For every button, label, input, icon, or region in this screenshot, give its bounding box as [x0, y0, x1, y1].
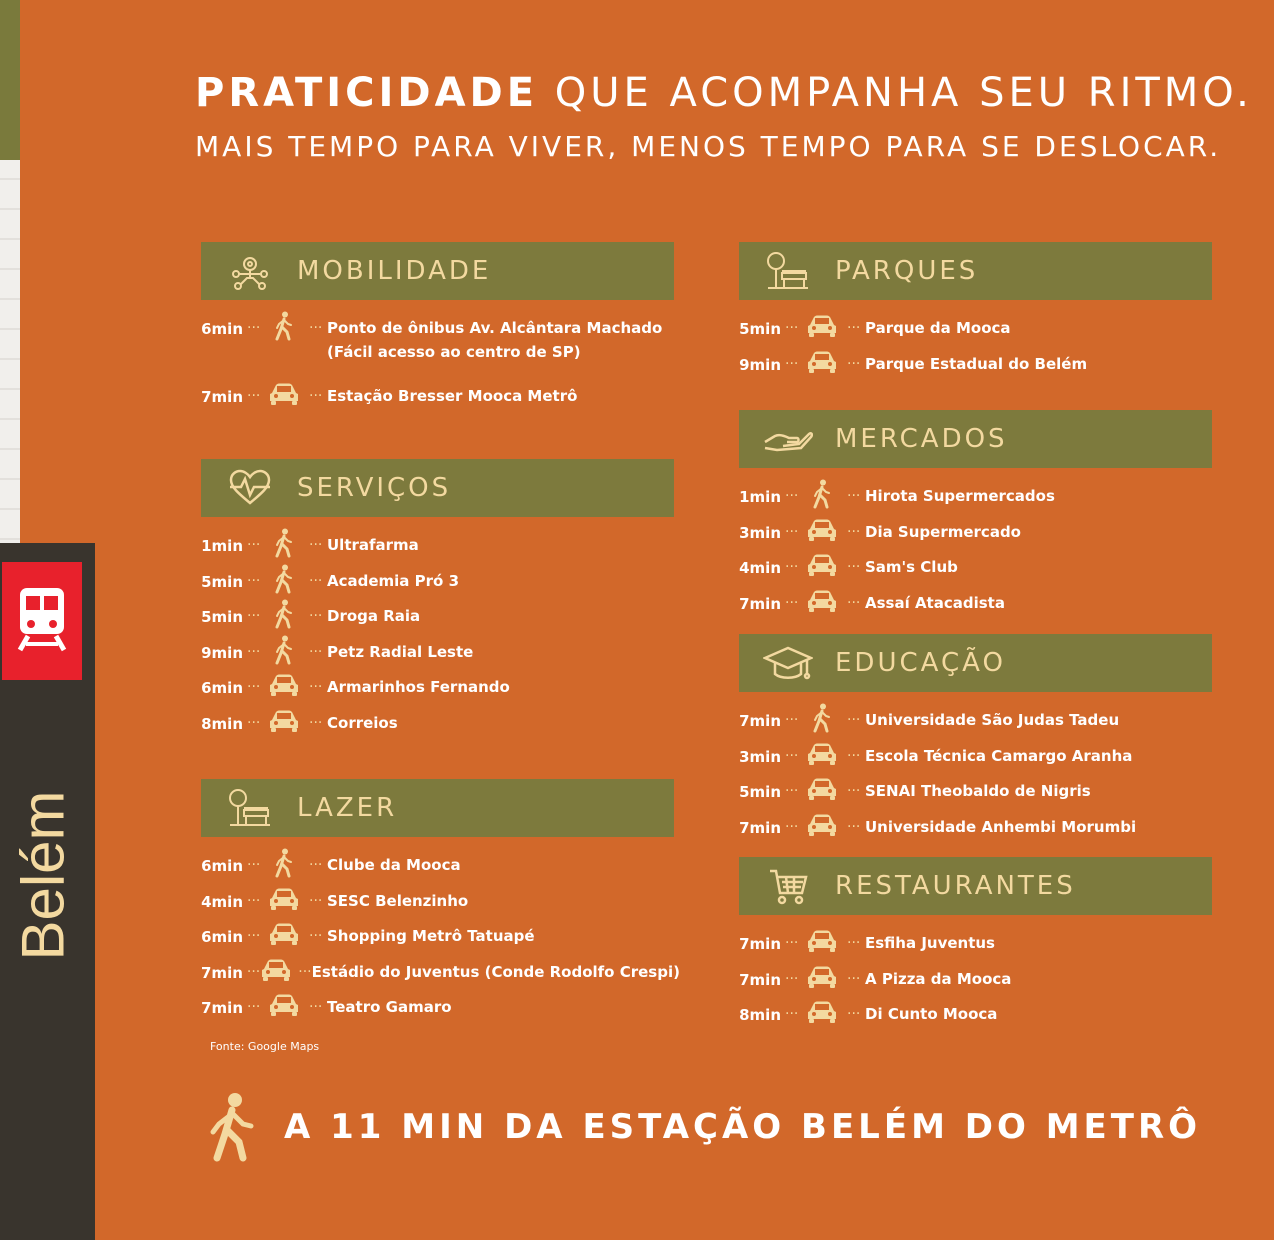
- section-title: MOBILIDADE: [297, 256, 492, 286]
- dotted-leader: ···: [247, 537, 261, 553]
- car-icon: [265, 669, 303, 701]
- dotted-leader: ···: [785, 747, 799, 764]
- car-icon: [803, 925, 841, 957]
- travel-time: 5min: [201, 572, 243, 591]
- dotted-leader: ···: [247, 679, 261, 695]
- dotted-leader: ···: [847, 818, 861, 835]
- place-name: [312, 950, 680, 984]
- place-name-line: Armarinhos Fernando: [327, 678, 510, 696]
- place-name-line: Ponto de ônibus Av. Alcântara Machado: [327, 319, 663, 337]
- travel-time: 7min: [201, 388, 243, 406]
- section-header: [201, 459, 674, 517]
- section-title: MERCADOS: [835, 424, 1008, 454]
- dotted-leader: ···: [785, 712, 799, 728]
- dotted-leader: ···: [847, 594, 861, 611]
- place-name-line: Assaí Atacadista: [865, 593, 1005, 612]
- dotted-leader: ···: [247, 999, 261, 1015]
- travel-time: 5min: [739, 783, 781, 801]
- dotted-leader: ···: [309, 320, 323, 336]
- place-name-line: Droga Raia: [327, 607, 421, 625]
- place-name: [327, 701, 398, 735]
- section-list: [739, 310, 1212, 381]
- travel-time: 6min: [201, 320, 243, 338]
- source-note: Fonte: Google Maps: [210, 1040, 320, 1053]
- walking-person-icon: [205, 1092, 260, 1162]
- car-icon: [265, 989, 303, 1021]
- dotted-leader: ···: [847, 747, 861, 764]
- list-item: [201, 634, 674, 670]
- section-list: [739, 478, 1212, 620]
- walking-person-icon: [265, 310, 303, 342]
- walking-person-icon: [265, 598, 303, 630]
- list-item: [739, 996, 1212, 1032]
- walking-person-icon: [265, 527, 303, 559]
- dotted-leader: ···: [847, 970, 861, 987]
- place-name: [865, 306, 1011, 340]
- dotted-leader: ···: [309, 679, 323, 695]
- list-item: [201, 918, 674, 954]
- place-name-line: Dia Supermercado: [865, 522, 1021, 541]
- dotted-leader: ···: [785, 818, 799, 835]
- section-title: EDUCAÇÃO: [835, 648, 1006, 678]
- place-name: [327, 374, 577, 408]
- place-name: [865, 921, 995, 955]
- car-icon: [803, 809, 841, 841]
- car-icon: [803, 961, 841, 993]
- list-item: [201, 847, 674, 883]
- section-list: [201, 527, 674, 740]
- travel-time: 6min: [201, 928, 243, 946]
- car-icon: [265, 378, 303, 410]
- place-name: [327, 914, 535, 948]
- place-name-line: Parque Estadual do Belém: [865, 354, 1088, 373]
- section-parques: [739, 242, 1212, 381]
- dotted-leader: ···: [247, 857, 261, 873]
- travel-time: 3min: [739, 523, 781, 542]
- dotted-leader: ···: [247, 892, 261, 909]
- place-name: [865, 769, 1091, 803]
- place-name-line: Estação Bresser Mooca Metrô: [327, 387, 578, 405]
- dotted-leader: ···: [785, 783, 799, 799]
- dotted-leader: ···: [309, 892, 323, 909]
- list-item: [739, 346, 1212, 382]
- dotted-leader: ···: [785, 320, 799, 336]
- section-lazer: [201, 779, 680, 1025]
- place-name-line: Petz Radial Leste: [327, 642, 474, 661]
- section-list: [201, 847, 680, 1025]
- dotted-leader: ···: [309, 714, 323, 731]
- section-header: [739, 634, 1212, 692]
- walking-person-icon: [803, 702, 841, 734]
- place-name: [327, 559, 459, 593]
- car-icon: [803, 738, 841, 770]
- dotted-leader: ···: [309, 643, 323, 660]
- page-subtitle: MAIS TEMPO PARA VIVER, MENOS TEMPO PARA SE DESLOCAR.: [195, 130, 1222, 163]
- section-title: SERVIÇOS: [297, 473, 452, 503]
- walking-person-icon: [265, 563, 303, 595]
- dotted-leader: ···: [785, 970, 799, 987]
- section-title: LAZER: [297, 793, 398, 823]
- dotted-leader: ···: [847, 320, 861, 336]
- place-name: [865, 342, 1087, 376]
- travel-time: 7min: [739, 594, 781, 613]
- dotted-leader: ···: [847, 523, 861, 540]
- dotted-leader: ···: [785, 594, 799, 611]
- place-name: [865, 992, 997, 1026]
- section-header: [739, 242, 1212, 300]
- list-item: [201, 705, 674, 741]
- place-name: [865, 698, 1119, 732]
- dotted-leader: ···: [785, 559, 799, 575]
- travel-time: 3min: [739, 747, 781, 766]
- section-mercados: [739, 410, 1212, 620]
- travel-time: 4min: [201, 892, 243, 911]
- park-bench-icon: [763, 251, 813, 291]
- place-name: [865, 581, 1005, 615]
- travel-time: 7min: [739, 935, 781, 953]
- car-icon: [260, 954, 292, 986]
- place-name: [327, 843, 461, 877]
- list-item: [201, 310, 674, 378]
- car-icon: [803, 514, 841, 546]
- list-item: [201, 989, 674, 1025]
- dotted-leader: ···: [847, 559, 861, 575]
- car-icon: [803, 773, 841, 805]
- section-list: [201, 310, 674, 414]
- list-item: [739, 585, 1212, 621]
- train-icon: [16, 584, 68, 658]
- dotted-leader: ···: [847, 712, 861, 728]
- dotted-leader: ···: [785, 523, 799, 540]
- place-name: [865, 474, 1055, 508]
- place-name: [327, 594, 420, 628]
- dotted-leader: ···: [309, 999, 323, 1015]
- list-item: [201, 563, 674, 599]
- section-educacao: [739, 634, 1212, 844]
- place-name-line: Hirota Supermercados: [865, 487, 1055, 505]
- brick-wall-strip: [0, 0, 20, 545]
- travel-time: 5min: [739, 320, 781, 338]
- car-icon: [265, 705, 303, 737]
- dotted-leader: ···: [247, 643, 261, 660]
- travel-time: 4min: [739, 559, 781, 577]
- place-name-line: SENAI Theobaldo de Nigris: [865, 782, 1091, 800]
- list-item: [201, 527, 674, 563]
- section-restaurantes: [739, 857, 1212, 1032]
- graduation-cap-icon: [763, 643, 813, 683]
- travel-time: 7min: [201, 999, 243, 1017]
- place-name-line: Estádio do Juventus (Conde Rodolfo Crespi): [311, 962, 680, 981]
- list-item: [739, 310, 1212, 346]
- section-servicos: [201, 459, 674, 740]
- travel-time: 1min: [201, 537, 243, 555]
- place-name: [327, 630, 473, 664]
- list-item: [739, 738, 1212, 774]
- car-icon: [803, 585, 841, 617]
- section-header: [739, 410, 1212, 468]
- car-icon: [265, 883, 303, 915]
- car-icon: [803, 346, 841, 378]
- car-icon: [803, 996, 841, 1028]
- footer-banner: [205, 1092, 1201, 1162]
- travel-time: 8min: [201, 714, 243, 733]
- dotted-leader: ···: [309, 537, 323, 553]
- section-list: [739, 702, 1212, 844]
- travel-time: 6min: [201, 857, 243, 875]
- place-name-line: Clube da Mooca: [327, 856, 461, 874]
- dotted-leader: ···: [247, 572, 261, 589]
- place-note: (Fácil acesso ao centro de SP): [327, 343, 581, 361]
- heart-pulse-icon: [225, 468, 275, 508]
- place-name-line: Correios: [327, 713, 398, 732]
- travel-time: 7min: [739, 970, 781, 989]
- place-name-line: A Pizza da Mooca: [865, 969, 1012, 988]
- place-name: [327, 665, 510, 699]
- place-name: [865, 957, 1011, 991]
- travel-time: 9min: [201, 643, 243, 662]
- travel-time: 9min: [739, 355, 781, 374]
- place-name: [865, 545, 958, 579]
- dotted-leader: ···: [247, 388, 261, 404]
- section-list: [739, 925, 1212, 1032]
- place-name-line: Escola Técnica Camargo Aranha: [865, 746, 1133, 765]
- travel-time: 8min: [739, 1006, 781, 1024]
- list-item: [201, 954, 680, 990]
- section-header: [739, 857, 1212, 915]
- dotted-leader: ···: [847, 488, 861, 504]
- travel-time: 7min: [739, 712, 781, 730]
- place-name-line: Universidade São Judas Tadeu: [865, 711, 1120, 729]
- list-item: [201, 883, 674, 919]
- footer-text: A 11 MIN DA ESTAÇÃO BELÉM DO METRÔ: [284, 1107, 1202, 1147]
- dotted-leader: ···: [785, 935, 799, 951]
- place-name-line: SESC Belenzinho: [327, 891, 469, 910]
- walking-person-icon: [265, 634, 303, 666]
- travel-time: 5min: [201, 608, 243, 626]
- walking-person-icon: [803, 478, 841, 510]
- travel-time: 1min: [739, 488, 781, 506]
- list-item: [739, 961, 1212, 997]
- page-title: PRATICIDADE QUE ACOMPANHA SEU RITMO.: [195, 70, 1253, 116]
- place-name: [865, 510, 1021, 544]
- list-item: [739, 925, 1212, 961]
- park-bench-icon: [225, 788, 275, 828]
- place-name-line: Academia Pró 3: [327, 571, 460, 590]
- dotted-leader: ···: [847, 355, 861, 372]
- place-name-line: Shopping Metrô Tatuapé: [327, 927, 535, 945]
- place-name-line: Teatro Gamaro: [327, 998, 452, 1016]
- shopping-cart-icon: [763, 866, 813, 906]
- list-item: [739, 702, 1212, 738]
- section-header: [201, 779, 674, 837]
- dotted-leader: ···: [847, 783, 861, 799]
- dotted-leader: ···: [785, 488, 799, 504]
- travel-time: 7min: [739, 818, 781, 837]
- dotted-leader: ···: [847, 1006, 861, 1022]
- dotted-leader: ···: [247, 714, 261, 731]
- section-title: PARQUES: [835, 256, 979, 286]
- section-title: RESTAURANTES: [835, 871, 1076, 901]
- dotted-leader: ···: [309, 928, 323, 944]
- list-item: [201, 378, 674, 414]
- metro-badge: [2, 562, 82, 680]
- place-name-line: Universidade Anhembi Morumbi: [865, 817, 1137, 836]
- dotted-leader: ···: [785, 355, 799, 372]
- car-icon: [803, 549, 841, 581]
- dotted-leader: ···: [785, 1006, 799, 1022]
- list-item: [739, 773, 1212, 809]
- list-item: [739, 549, 1212, 585]
- list-item: [739, 809, 1212, 845]
- dotted-leader: ···: [247, 320, 261, 336]
- place-name-line: Parque da Mooca: [865, 319, 1011, 337]
- dotted-leader: ···: [847, 935, 861, 951]
- place-name: [327, 306, 662, 364]
- section-mobilidade: [201, 242, 674, 414]
- dotted-leader: ···: [309, 572, 323, 589]
- dotted-leader: ···: [247, 608, 261, 624]
- dotted-leader: ···: [298, 963, 312, 980]
- section-header: [201, 242, 674, 300]
- list-item: [201, 669, 674, 705]
- place-name: [327, 879, 468, 913]
- walking-person-icon: [265, 847, 303, 879]
- neighborhood-label: Belém: [9, 789, 77, 961]
- car-icon: [265, 918, 303, 950]
- dotted-leader: ···: [247, 928, 261, 944]
- place-name: [327, 985, 452, 1019]
- green-strip: [0, 0, 20, 160]
- place-name-line: Sam's Club: [865, 558, 958, 576]
- place-name-line: Di Cunto Mooca: [865, 1005, 998, 1023]
- car-icon: [803, 310, 841, 342]
- place-name-line: Esfiha Juventus: [865, 934, 995, 952]
- place-name: [327, 523, 419, 557]
- list-item: [739, 514, 1212, 550]
- location-network-icon: [225, 251, 275, 291]
- place-name-line: Ultrafarma: [327, 536, 419, 554]
- list-item: [201, 598, 674, 634]
- dotted-leader: ···: [309, 388, 323, 404]
- place-name: [865, 734, 1132, 768]
- list-item: [739, 478, 1212, 514]
- travel-time: 6min: [201, 679, 243, 697]
- travel-time: 7min: [201, 963, 243, 982]
- dotted-leader: ···: [246, 963, 261, 980]
- dotted-leader: ···: [309, 608, 323, 624]
- place-name: [865, 805, 1136, 839]
- dotted-leader: ···: [309, 857, 323, 873]
- hand-icon: [763, 419, 813, 459]
